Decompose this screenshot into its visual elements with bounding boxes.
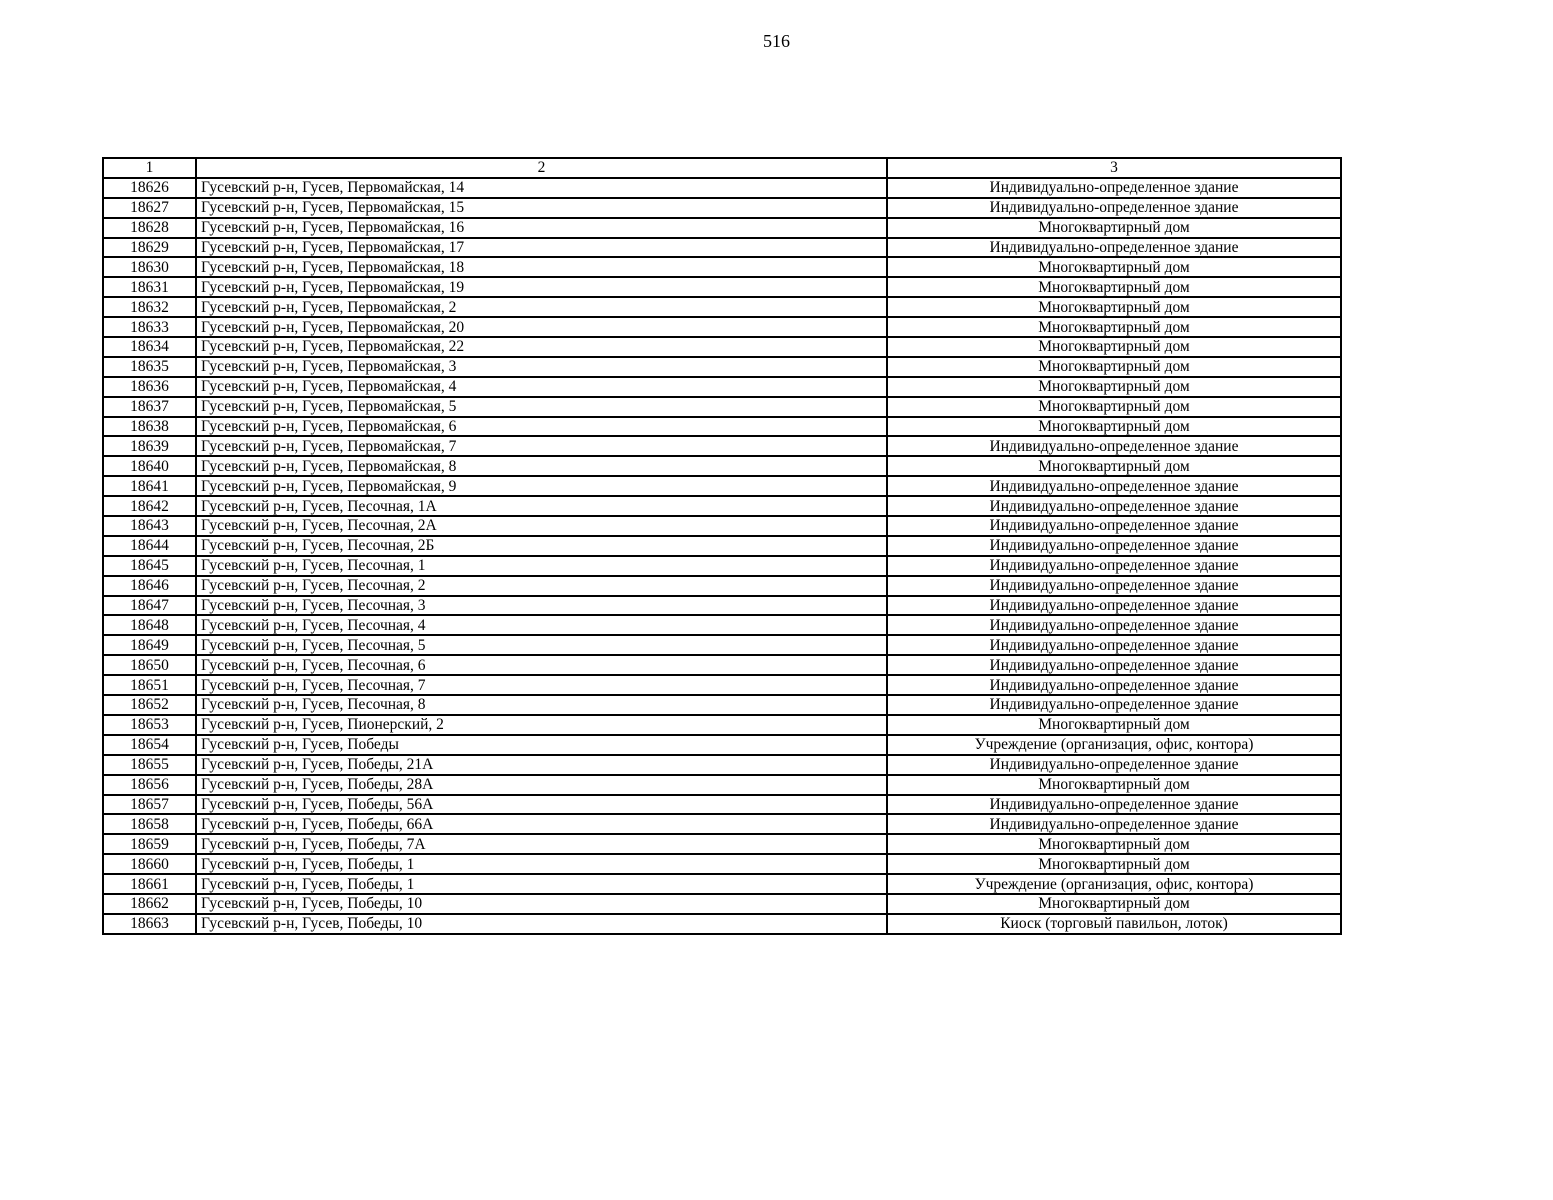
row-id-cell: 18638: [103, 417, 196, 437]
table-row: [103, 218, 1341, 238]
row-type-cell: Многоквартирный дом: [887, 257, 1341, 277]
row-id-cell: 18640: [103, 456, 196, 476]
row-type-cell: Индивидуально-определенное здание: [887, 635, 1341, 655]
table-row: [103, 397, 1341, 417]
row-id-cell: 18635: [103, 357, 196, 377]
row-address-cell: Гусевский р-н, Гусев, Первомайская, 16: [196, 218, 887, 238]
page-number: 516: [763, 31, 790, 51]
row-id-cell: 18626: [103, 178, 196, 198]
row-address-cell: Гусевский р-н, Гусев, Первомайская, 18: [196, 257, 887, 277]
row-type-cell: Индивидуально-определенное здание: [887, 496, 1341, 516]
row-id-cell: 18652: [103, 695, 196, 715]
row-id-cell: 18643: [103, 516, 196, 536]
row-address-cell: Гусевский р-н, Гусев, Песочная, 1А: [196, 496, 887, 516]
row-id-cell: 18647: [103, 596, 196, 616]
row-id-cell: 18650: [103, 655, 196, 675]
table-row: [103, 635, 1341, 655]
table-row: [103, 834, 1341, 854]
row-address-cell: Гусевский р-н, Гусев, Победы, 1: [196, 854, 887, 874]
table-row: [103, 516, 1341, 536]
row-id-cell: 18637: [103, 397, 196, 417]
row-type-cell: Индивидуально-определенное здание: [887, 536, 1341, 556]
table-row: [103, 556, 1341, 576]
table-row: [103, 814, 1341, 834]
table-row: [103, 456, 1341, 476]
row-id-cell: 18632: [103, 297, 196, 317]
row-id-cell: 18642: [103, 496, 196, 516]
row-id-cell: 18644: [103, 536, 196, 556]
row-address-cell: Гусевский р-н, Гусев, Победы, 1: [196, 874, 887, 894]
row-type-cell: Индивидуально-определенное здание: [887, 695, 1341, 715]
row-id-cell: 18662: [103, 894, 196, 914]
table-row: [103, 417, 1341, 437]
row-id-cell: 18656: [103, 775, 196, 795]
row-address-cell: Гусевский р-н, Гусев, Первомайская, 19: [196, 277, 887, 297]
row-address-cell: Гусевский р-н, Гусев, Первомайская, 14: [196, 178, 887, 198]
row-id-cell: 18631: [103, 277, 196, 297]
row-id-cell: 18649: [103, 635, 196, 655]
row-id-cell: 18634: [103, 337, 196, 357]
row-id-cell: 18648: [103, 615, 196, 635]
row-address-cell: Гусевский р-н, Гусев, Песочная, 8: [196, 695, 887, 715]
row-address-cell: Гусевский р-н, Гусев, Победы, 21А: [196, 755, 887, 775]
table-row: [103, 675, 1341, 695]
row-type-cell: Индивидуально-определенное здание: [887, 675, 1341, 695]
row-type-cell: Индивидуально-определенное здание: [887, 556, 1341, 576]
row-id-cell: 18653: [103, 715, 196, 735]
row-id-cell: 18651: [103, 675, 196, 695]
table-row: [103, 715, 1341, 735]
table-body: [103, 178, 1341, 934]
table-row: [103, 576, 1341, 596]
row-type-cell: Индивидуально-определенное здание: [887, 198, 1341, 218]
table-row: [103, 297, 1341, 317]
table-row: [103, 198, 1341, 218]
header-col-1: 1: [103, 158, 196, 178]
table-row: [103, 178, 1341, 198]
row-address-cell: Гусевский р-н, Гусев, Пионерский, 2: [196, 715, 887, 735]
row-type-cell: Индивидуально-определенное здание: [887, 516, 1341, 536]
row-address-cell: Гусевский р-н, Гусев, Первомайская, 2: [196, 297, 887, 317]
table-row: [103, 854, 1341, 874]
row-type-cell: Многоквартирный дом: [887, 297, 1341, 317]
row-address-cell: Гусевский р-н, Гусев, Песочная, 6: [196, 655, 887, 675]
table-row: [103, 496, 1341, 516]
table-row: [103, 914, 1341, 934]
row-type-cell: Многоквартирный дом: [887, 317, 1341, 337]
table-header: [103, 158, 1341, 178]
row-type-cell: Киоск (торговый павильон, лоток): [887, 914, 1341, 934]
row-type-cell: Многоквартирный дом: [887, 397, 1341, 417]
table-row: [103, 894, 1341, 914]
table-row: [103, 755, 1341, 775]
table-row: [103, 775, 1341, 795]
row-type-cell: Индивидуально-определенное здание: [887, 178, 1341, 198]
row-type-cell: Индивидуально-определенное здание: [887, 795, 1341, 815]
table-row: [103, 795, 1341, 815]
row-address-cell: Гусевский р-н, Гусев, Победы: [196, 735, 887, 755]
table-row: [103, 337, 1341, 357]
row-address-cell: Гусевский р-н, Гусев, Победы, 7А: [196, 834, 887, 854]
row-id-cell: 18630: [103, 257, 196, 277]
table-row: [103, 357, 1341, 377]
row-address-cell: Гусевский р-н, Гусев, Песочная, 2: [196, 576, 887, 596]
row-address-cell: Гусевский р-н, Гусев, Песочная, 7: [196, 675, 887, 695]
table-row: [103, 257, 1341, 277]
row-type-cell: Многоквартирный дом: [887, 337, 1341, 357]
row-address-cell: Гусевский р-н, Гусев, Победы, 56А: [196, 795, 887, 815]
row-type-cell: Многоквартирный дом: [887, 775, 1341, 795]
row-id-cell: 18639: [103, 436, 196, 456]
row-address-cell: Гусевский р-н, Гусев, Первомайская, 7: [196, 436, 887, 456]
table-row: [103, 277, 1341, 297]
row-address-cell: Гусевский р-н, Гусев, Песочная, 2Б: [196, 536, 887, 556]
row-id-cell: 18636: [103, 377, 196, 397]
row-address-cell: Гусевский р-н, Гусев, Победы, 10: [196, 894, 887, 914]
row-id-cell: 18646: [103, 576, 196, 596]
table-row: [103, 377, 1341, 397]
row-type-cell: Индивидуально-определенное здание: [887, 436, 1341, 456]
row-address-cell: Гусевский р-н, Гусев, Победы, 28А: [196, 775, 887, 795]
table-row: [103, 436, 1341, 456]
row-type-cell: Индивидуально-определенное здание: [887, 814, 1341, 834]
row-id-cell: 18645: [103, 556, 196, 576]
table-row: [103, 317, 1341, 337]
row-address-cell: Гусевский р-н, Гусев, Песочная, 5: [196, 635, 887, 655]
header-col-3: 3: [887, 158, 1341, 178]
row-id-cell: 18633: [103, 317, 196, 337]
header-row: [103, 158, 1341, 178]
row-address-cell: Гусевский р-н, Гусев, Первомайская, 22: [196, 337, 887, 357]
row-type-cell: Многоквартирный дом: [887, 834, 1341, 854]
table-row: [103, 615, 1341, 635]
row-id-cell: 18661: [103, 874, 196, 894]
row-id-cell: 18654: [103, 735, 196, 755]
row-type-cell: Многоквартирный дом: [887, 218, 1341, 238]
row-type-cell: Индивидуально-определенное здание: [887, 238, 1341, 258]
row-type-cell: Учреждение (организация, офис, контора): [887, 735, 1341, 755]
row-id-cell: 18629: [103, 238, 196, 258]
row-id-cell: 18658: [103, 814, 196, 834]
row-type-cell: Индивидуально-определенное здание: [887, 755, 1341, 775]
row-type-cell: Индивидуально-определенное здание: [887, 476, 1341, 496]
table-row: [103, 596, 1341, 616]
row-address-cell: Гусевский р-н, Гусев, Первомайская, 20: [196, 317, 887, 337]
row-type-cell: Многоквартирный дом: [887, 854, 1341, 874]
row-id-cell: 18657: [103, 795, 196, 815]
row-type-cell: Многоквартирный дом: [887, 715, 1341, 735]
table-row: [103, 735, 1341, 755]
row-address-cell: Гусевский р-н, Гусев, Песочная, 3: [196, 596, 887, 616]
row-id-cell: 18655: [103, 755, 196, 775]
row-address-cell: Гусевский р-н, Гусев, Песочная, 1: [196, 556, 887, 576]
row-address-cell: Гусевский р-н, Гусев, Первомайская, 6: [196, 417, 887, 437]
registry-table: [102, 157, 1342, 935]
table-row: [103, 476, 1341, 496]
table-row: [103, 536, 1341, 556]
row-address-cell: Гусевский р-н, Гусев, Первомайская, 17: [196, 238, 887, 258]
row-id-cell: 18659: [103, 834, 196, 854]
table-row: [103, 238, 1341, 258]
row-address-cell: Гусевский р-н, Гусев, Победы, 10: [196, 914, 887, 934]
header-col-2: 2: [196, 158, 887, 178]
table-row: [103, 695, 1341, 715]
row-type-cell: Индивидуально-определенное здание: [887, 596, 1341, 616]
row-address-cell: Гусевский р-н, Гусев, Первомайская, 3: [196, 357, 887, 377]
row-address-cell: Гусевский р-н, Гусев, Первомайская, 8: [196, 456, 887, 476]
row-id-cell: 18663: [103, 914, 196, 934]
row-type-cell: Многоквартирный дом: [887, 277, 1341, 297]
row-id-cell: 18627: [103, 198, 196, 218]
row-type-cell: Многоквартирный дом: [887, 357, 1341, 377]
row-type-cell: Многоквартирный дом: [887, 377, 1341, 397]
row-type-cell: Многоквартирный дом: [887, 456, 1341, 476]
row-type-cell: Многоквартирный дом: [887, 417, 1341, 437]
row-type-cell: Индивидуально-определенное здание: [887, 576, 1341, 596]
table-row: [103, 655, 1341, 675]
row-type-cell: Индивидуально-определенное здание: [887, 655, 1341, 675]
row-id-cell: 18660: [103, 854, 196, 874]
row-address-cell: Гусевский р-н, Гусев, Победы, 66А: [196, 814, 887, 834]
row-address-cell: Гусевский р-н, Гусев, Песочная, 4: [196, 615, 887, 635]
row-address-cell: Гусевский р-н, Гусев, Первомайская, 9: [196, 476, 887, 496]
row-address-cell: Гусевский р-н, Гусев, Первомайская, 5: [196, 397, 887, 417]
row-address-cell: Гусевский р-н, Гусев, Песочная, 2А: [196, 516, 887, 536]
row-id-cell: 18641: [103, 476, 196, 496]
row-address-cell: Гусевский р-н, Гусев, Первомайская, 15: [196, 198, 887, 218]
row-type-cell: Многоквартирный дом: [887, 894, 1341, 914]
row-type-cell: Индивидуально-определенное здание: [887, 615, 1341, 635]
row-id-cell: 18628: [103, 218, 196, 238]
row-address-cell: Гусевский р-н, Гусев, Первомайская, 4: [196, 377, 887, 397]
table-row: [103, 874, 1341, 894]
row-type-cell: Учреждение (организация, офис, контора): [887, 874, 1341, 894]
